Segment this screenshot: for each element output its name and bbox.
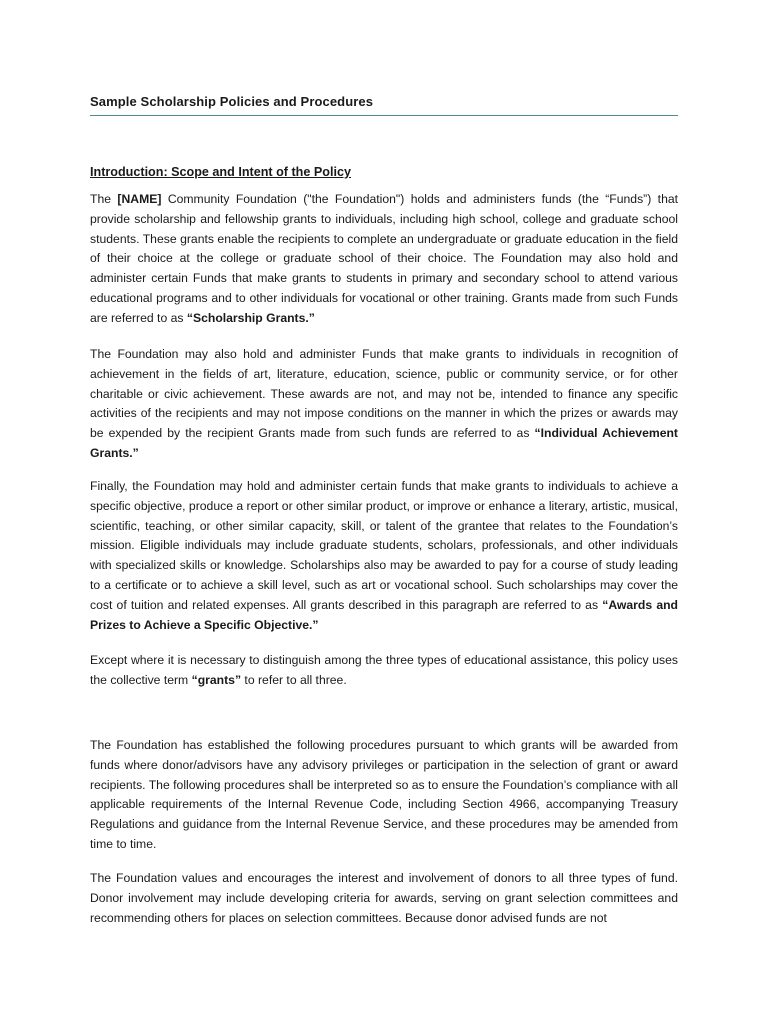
text-run: to refer to all three. — [241, 672, 347, 687]
defined-term: “Scholarship Grants.” — [186, 310, 315, 325]
paragraph-procedures: The Foundation has established the following procedures pursuant to which grants will be awarded from funds where donor/advisors have any advisory privileges or participation in the selection of grant or award recipients. The following procedures shall be interpreted so as to ensure the Foundation’s compliance with all applicable requirements of the Internal Revenue Code, including Section 4966, accompanying Treasury Regulations and guidance from the Internal Revenue Service, and these procedures may be amended from time to time. — [90, 738, 678, 851]
document-title: Sample Scholarship Policies and Procedures — [90, 94, 374, 109]
defined-term: “Awards and Prizes to Achieve a Specific Objective.” — [90, 597, 678, 632]
paragraph-individual-achievement — [90, 345, 678, 464]
paragraph-awards-and-prizes — [90, 477, 678, 635]
paragraph-donor-involvement: The Foundation values and encourages the interest and involvement of donors to all three types of fund. Donor involvement may include developing criteria for awards, serving on grant selection committees and recommending others for places on selection committees. Because donor advised funds are not — [90, 871, 678, 925]
text-run: Finally, the Foundation may hold and administer certain funds that make grants to individuals to achieve a specific objective, produce a report or other similar product, or improve or enhance a literary, artistic, musical, scientific, teaching, or other similar capacity, skill, or talent of the grantee that relates to the Foundation’s mission. Eligible individuals may include graduate students, scholars, professionals, and other individuals with specialized skills or knowledge. Scholarships also may be awarded to pay for a course of study leading to a certificate or to achieve a skill level, such as art or vocational school. Such scholarships may cover the cost of tuition and related expenses. All grants described in this paragraph are referred to as — [90, 479, 678, 612]
document-page — [90, 0, 678, 1024]
text-run: The Foundation may also hold and administer Funds that make grants to individuals in recognition of achievement in the fields of art, literature, education, science, public or community service, or for other charitable or civic achievement. These awards are not, and may not be, intended to finance any specific activities of the recipients and may not impose conditions on the manner in which the prizes or awards may be expended by the recipient Grants made from such funds are referred to as — [90, 347, 678, 441]
defined-term: “grants” — [191, 672, 242, 687]
title-divider — [90, 115, 678, 116]
paragraph-scholarship-grants — [90, 190, 678, 329]
text-run: Except where it is necessary to distinguish among the three types of educational assistance, this policy uses the collective term — [90, 653, 678, 687]
defined-term: “Individual Achievement Grants.” — [90, 426, 678, 460]
section-heading: Introduction: Scope and Intent of the Policy — [90, 165, 351, 179]
name-placeholder: [NAME] — [117, 192, 162, 206]
paragraph-collective-term — [90, 651, 678, 691]
text-run: The — [90, 192, 118, 206]
text-run: Community Foundation ("the Foundation") holds and administers funds (the “Funds”) that provide scholarship and fellowship grants to individuals, including high school, college and graduate school students. These grants enable the recipients to complete an undergraduate or graduate education in the field of their choice at the college or graduate school of their choice. The Foundation may also hold and administer certain Funds that make grants to students in primary and secondary school to attend various educational programs and to other individuals for vocational or other training. Grants made from such Funds are referred to as — [90, 192, 679, 325]
